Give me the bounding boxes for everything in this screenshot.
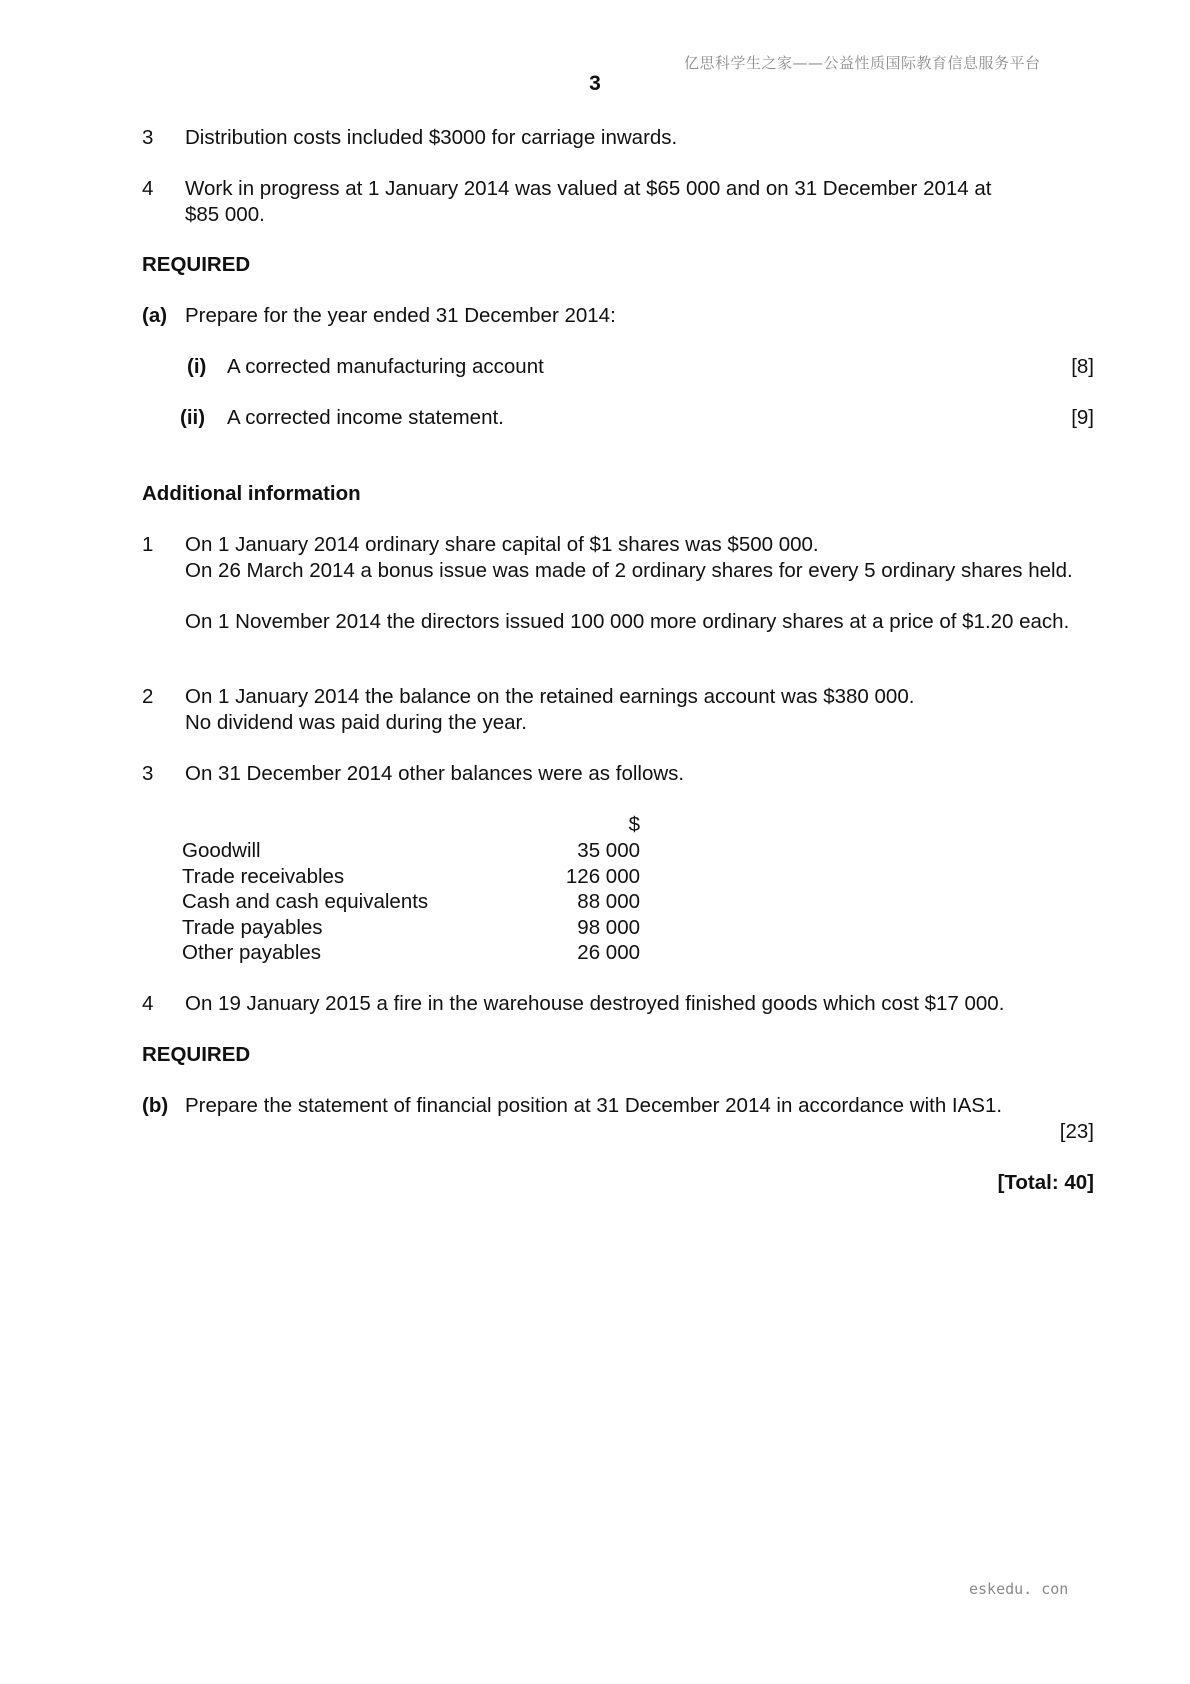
item-number: 3 (142, 762, 154, 785)
item-text: On 1 January 2014 the balance on the retained earnings account was $380 000. (185, 685, 915, 708)
item-text: $85 000. (185, 203, 265, 226)
subpart-text: A corrected manufacturing account (227, 355, 544, 378)
subpart-label: (ii) (180, 406, 206, 429)
item-text: On 1 November 2014 the directors issued 100 000 more ordinary shares at a price of $1.20 each. (185, 610, 1070, 633)
part-a-label: (a) (142, 304, 168, 327)
item-text: On 26 March 2014 a bonus issue was made of 2 ordinary shares for every 5 ordinary shares held. (185, 559, 1073, 582)
additional-heading: Additional information (142, 482, 361, 505)
table-row-label: Other payables (182, 941, 322, 964)
marks: [8] (1071, 355, 1094, 378)
table-row-label: Trade payables (182, 916, 323, 939)
part-a-text: Prepare for the year ended 31 December 2014: (185, 304, 616, 327)
total-marks: [Total: 40] (997, 1171, 1094, 1194)
table-row-value: 98 000 (577, 916, 640, 939)
item-number: 4 (142, 992, 154, 1015)
table-row-value: 88 000 (577, 890, 640, 913)
required-heading: REQUIRED (142, 253, 251, 276)
table-row-label: Goodwill (182, 839, 261, 862)
item-number: 4 (142, 177, 154, 200)
table-row-label: Cash and cash equivalents (182, 890, 429, 913)
item-text: Work in progress at 1 January 2014 was valued at $65 000 and on 31 December 2014 at (185, 177, 992, 200)
subpart-text: A corrected income statement. (227, 406, 504, 429)
marks: [23] (1059, 1120, 1094, 1143)
item-number: 3 (142, 126, 154, 149)
footer-watermark: eskedu. con (969, 1580, 1069, 1598)
item-text: On 31 December 2014 other balances were as follows. (185, 762, 685, 785)
page-number: 3 (589, 72, 601, 95)
currency-header: $ (628, 813, 640, 836)
table-row-value: 26 000 (577, 941, 640, 964)
table-row-value: 126 000 (565, 865, 640, 888)
item-number: 2 (142, 685, 154, 708)
required-heading: REQUIRED (142, 1043, 251, 1066)
item-text: No dividend was paid during the year. (185, 711, 527, 734)
part-b-text: Prepare the statement of financial position at 31 December 2014 in accordance with IAS1. (185, 1094, 1003, 1117)
item-text: Distribution costs included $3000 for carriage inwards. (185, 126, 678, 149)
item-number: 1 (142, 533, 154, 556)
item-text: On 1 January 2014 ordinary share capital of $1 shares was $500 000. (185, 533, 819, 556)
marks: [9] (1071, 406, 1094, 429)
table-row-label: Trade receivables (182, 865, 345, 888)
part-b-label: (b) (142, 1094, 169, 1117)
subpart-label: (i) (187, 355, 207, 378)
table-row-value: 35 000 (577, 839, 640, 862)
item-text: On 19 January 2015 a fire in the warehouse destroyed finished goods which cost $17 000. (185, 992, 1005, 1015)
watermark-text: 亿思科学生之家——公益性质国际教育信息服务平台 (684, 54, 1041, 72)
